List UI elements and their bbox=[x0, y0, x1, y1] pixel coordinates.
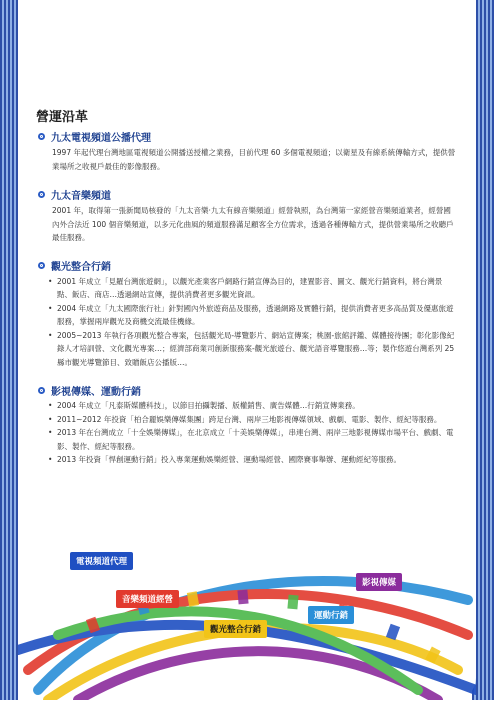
bullet-list bbox=[48, 275, 456, 370]
list-item: • 2004 年成立「凡泰斯媒體科技」，以節目拍攝製播、版權銷售、廣告媒體…行銷宣傳業務。 bbox=[48, 399, 456, 413]
section-heading-text: 影視傳媒、運動行銷 bbox=[51, 386, 141, 398]
ring-bullet-icon bbox=[38, 133, 45, 140]
section-heading-text: 九太音樂頻道 bbox=[51, 190, 111, 202]
tag-tv-agency: 電視頻道代理 bbox=[70, 552, 133, 570]
section-media-sports bbox=[38, 382, 456, 467]
section-tv-agency bbox=[38, 128, 456, 173]
ring-bullet-icon bbox=[38, 387, 45, 394]
section-heading bbox=[38, 186, 456, 202]
section-music-channel bbox=[38, 186, 456, 245]
tag-media: 影視傳媒 bbox=[356, 573, 402, 591]
list-item: • 2001 年成立「見羅台灣旅遊網」，以觀光產業客戶網路行銷宣傳為目的，建置影音、圖文、觀光行銷資料，將台灣景點、飯店、商店…透過網站宣傳，提供消費者更多觀光資訊。 bbox=[48, 275, 456, 302]
section-heading-text: 九太電視頻道公播代理 bbox=[51, 132, 151, 144]
content-area bbox=[38, 128, 456, 480]
ring-bullet-icon bbox=[38, 191, 45, 198]
section-heading bbox=[38, 258, 456, 274]
section-heading bbox=[38, 128, 456, 144]
section-tourism-marketing bbox=[38, 258, 456, 370]
list-item: • 2011~2012 年投資「柏合麗娛樂傳媒集團」跨足台灣、兩岸三地影視傳媒領域、戲劇、電影、製作、經紀等服務。 bbox=[48, 413, 456, 427]
section-heading-text: 觀光整合行銷 bbox=[51, 262, 111, 273]
bullet-list bbox=[48, 399, 456, 467]
list-item: • 2013 年投資「悍創運動行銷」投入專業運動娛樂經營、運動場經營、國際賽事舉辦、運動經紀等服務。 bbox=[48, 453, 456, 467]
section-heading bbox=[38, 382, 456, 398]
section-paragraph: 2001 年，取得第一張新聞局核發的「九太音樂‧九太有線音樂頻道」經營執照，為台灣第一家經營音樂頻道業者，經營國內外合法近 100 個音樂頻道，以多元化曲風的頻道服務滿足顧客全方位需求，透過各種傳輸方式，提供營業場所之收聽戶最佳服務。 bbox=[52, 206, 454, 242]
section-paragraph: 1997 年起代理台灣地區電視頻道公開播送授權之業務，目前代理 60 多個電視頻道；以衛星及有線系統傳輸方式，提供營業場所之收視戶最佳的影像服務。 bbox=[52, 148, 456, 171]
decorative-swirl-graphic bbox=[18, 540, 476, 700]
tag-tourism: 觀光整合行銷 bbox=[204, 620, 267, 638]
list-item: • 2004 年成立「九太國際旅行社」針對國內外旅遊商品及服務，透過網路及實體行銷，提供消費者更多高品質及優惠旅遊服務，掌握兩岸觀光及商機交流最佳機緣。 bbox=[48, 302, 456, 329]
list-item: • 2013 年在台灣成立「十全娛樂傳媒」，在北京成立「十美娛樂傳媒」，串連台灣、兩岸三地影視傳媒市場平台、戲劇、電影、製作、經紀等服務。 bbox=[48, 426, 456, 453]
tag-music-channel: 音樂頻道經營 bbox=[116, 590, 179, 608]
list-item: • 2005~2013 年執行各項觀光整合專案，包括觀光局-導覽影片、網站宣傳案；桃園-旅館評鑑、媒體接待團；彰化影像紀錄人才培訓營、文化觀光專案…；經濟部商業司創新服務案-觀光旅遊台、觀光語音導覽服務…等；製作悠遊台灣系列 25 縣市觀光導覽節目、致贈飯店公播版…。 bbox=[48, 329, 456, 370]
ring-bullet-icon bbox=[38, 262, 45, 269]
tag-sports: 運動行銷 bbox=[308, 606, 354, 624]
page-title: 營運沿革 bbox=[36, 110, 89, 125]
